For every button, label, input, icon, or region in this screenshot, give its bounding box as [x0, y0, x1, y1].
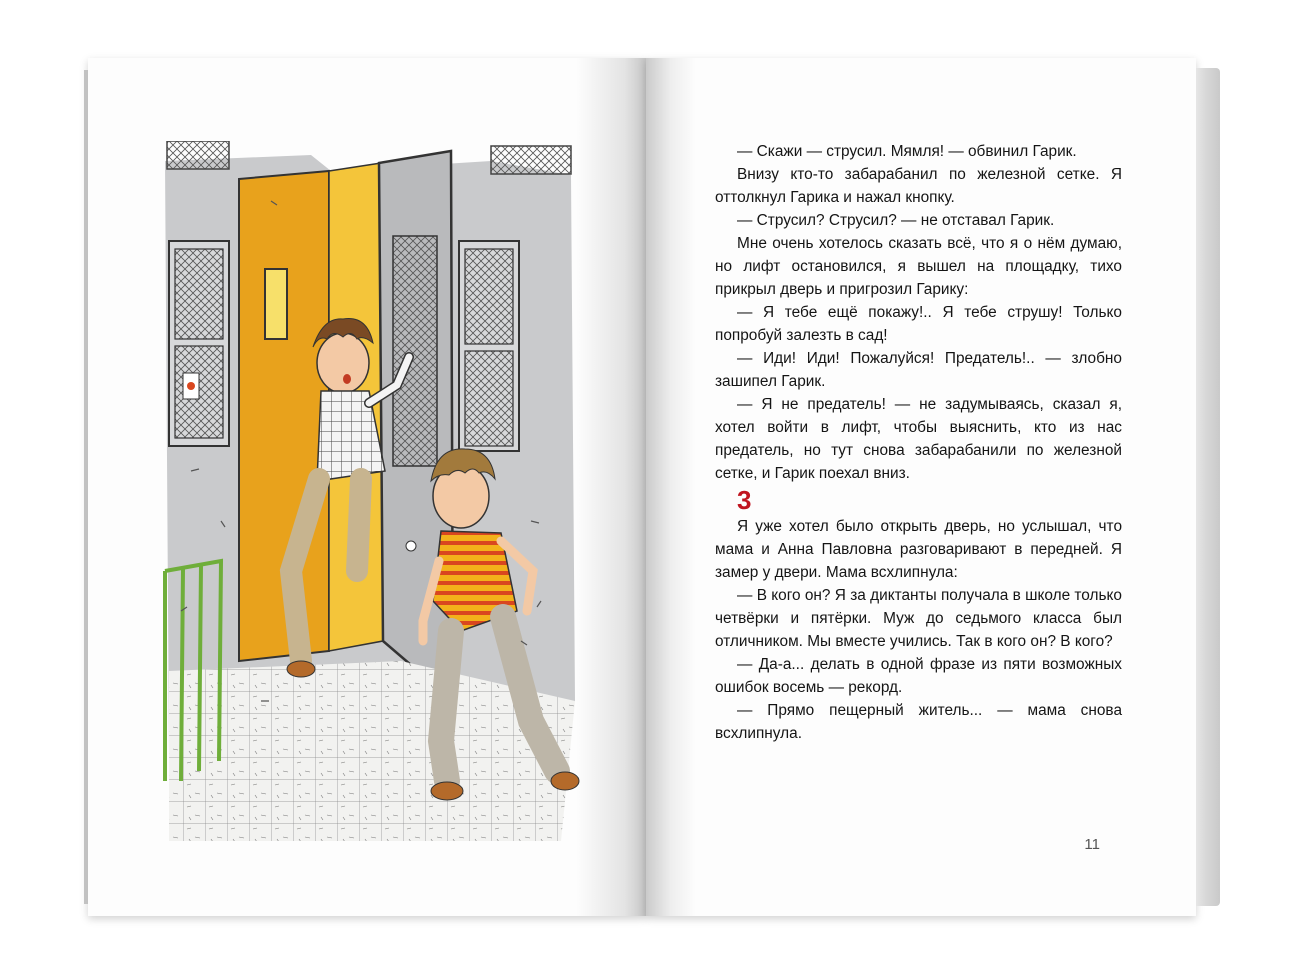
paragraph: Мне очень хотелось сказать всё, что я о нём думаю, но лифт остановился, я вышел на площадку, тихо прикрыл дверь и пригрозил Гарику: — [715, 235, 1122, 298]
page-edge-right — [1196, 68, 1220, 906]
open-book — [88, 58, 1220, 916]
paragraph: — Струсил? Струсил? — не отставал Гарик. — [737, 212, 1055, 229]
paragraph: — Иди! Иди! Пожалуйся! Предатель!.. — злобно зашипел Гарик. — [715, 350, 1122, 390]
chapter-number: 3 — [737, 485, 752, 515]
paragraph: — Скажи — струсил. Мямля! — обвинил Гарик. — [737, 143, 1077, 160]
paragraph: — Я тебе ещё покажу!.. Я тебе струшу! Только попробуй залезть в сад! — [715, 304, 1122, 344]
paragraph: — Прямо пещерный житель... — мама снова всхлипнула. — [715, 702, 1122, 742]
paragraph: Я уже хотел было открыть дверь, но услышал, что мама и Анна Павловна разговаривают в передней. Я замер у двери. Мама всхлипнула: — [715, 518, 1122, 581]
paragraphs-after-chapter — [715, 515, 1122, 745]
page-number: 11 — [1084, 836, 1100, 853]
illustration-elevator-scene — [161, 141, 581, 841]
spine-shadow — [646, 58, 696, 916]
page-text — [715, 140, 1122, 745]
paragraph: Внизу кто-то забарабанил по железной сетке. Я оттолкнул Гарика и нажал кнопку. — [715, 166, 1122, 206]
paragraphs-before-chapter — [715, 140, 1122, 485]
spine-shadow — [576, 58, 646, 916]
paragraph: — Я не предатель! — не задумываясь, сказал я, хотел войти в лифт, чтобы выяснить, кто из нас предатель, но тут снова забарабанили по железной сетке, и Гарик поехал вниз. — [715, 396, 1122, 482]
paragraph: — Да-а... делать в одной фразе из пяти возможных ошибок восемь — рекорд. — [715, 656, 1122, 696]
paragraph: — В кого он? Я за диктанты получала в школе только четвёрки и пятёрки. Муж до седьмого класса был отличником. Мы вместе учились. Так в кого он? В кого? — [715, 587, 1122, 650]
right-page — [646, 58, 1196, 916]
left-page — [88, 58, 646, 916]
